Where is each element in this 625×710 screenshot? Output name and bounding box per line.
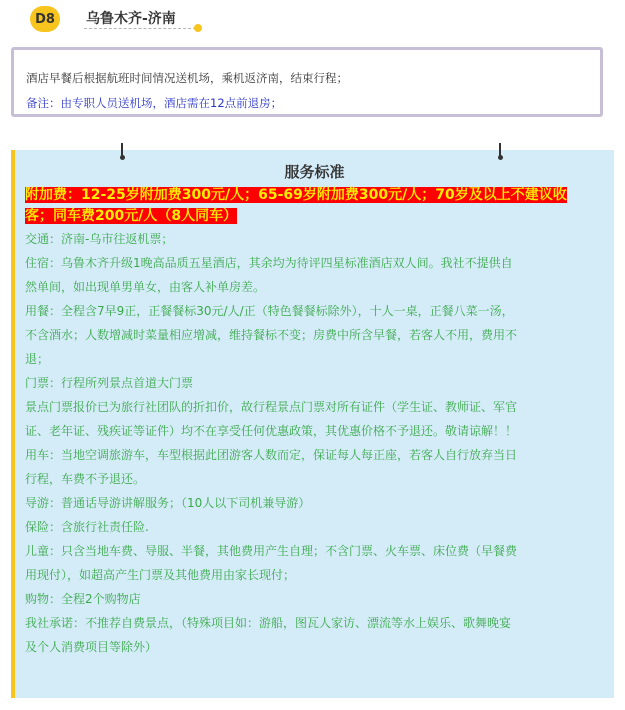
service-item-line: 用车：当地空调旅游车，车型根据此团游客人数而定，保证每人每正座，若客人自行放弃当日 — [25, 448, 518, 462]
itinerary-note: 备注：由专职人员送机场，酒店需在12点前退房； — [26, 96, 283, 110]
service-item-line: 行程，车费不予退还。 — [25, 472, 146, 486]
service-item-line: 及个人消费项目等除外） — [25, 640, 158, 654]
service-item — [25, 299, 604, 371]
service-item-line: 我社承诺：不推荐自费景点，（特殊项目如：游船，图瓦人家访、漂流等水上娱乐、歌舞晚宴 — [25, 616, 512, 630]
service-item-line: 交通：济南-乌市往返机票； — [25, 232, 174, 246]
day-badge: D8 — [30, 6, 60, 32]
surcharge-notice — [25, 185, 604, 227]
service-item-line: 用餐：全程含7早9正，正餐餐标30元/人/正（特色餐餐标除外），十人一桌，正餐八菜一汤， — [25, 304, 514, 318]
title-underline — [84, 28, 196, 29]
service-item — [25, 227, 604, 251]
service-item — [25, 611, 604, 659]
service-item-line: 住宿：乌鲁木齐升级1晚高品质五星酒店，其余均为待评四星标准酒店双人间。我社不提供自 — [25, 256, 513, 270]
service-item-line: 用现付），如超高产生门票及其他费用由家长现付； — [25, 568, 296, 582]
itinerary-main: 酒店早餐后根据航班时间情况送机场，乘机返济南，结束行程； — [26, 71, 348, 85]
service-item-line: 然单间，如出现单男单女，由客人补单房差。 — [25, 280, 266, 294]
service-standards-panel — [11, 150, 614, 698]
service-item-line: 儿童：只含当地车费、导服、半餐，其他费用产生自理；不含门票、火车票、床位费（早餐费 — [25, 544, 518, 558]
service-item — [25, 539, 604, 587]
itinerary-box — [11, 47, 603, 117]
service-item-line: 证、老年证、残疾证等证件）均不在享受任何优惠政策，其优惠价格不予退还。敬请谅解！！ — [25, 424, 518, 438]
service-item — [25, 587, 604, 611]
surcharge-line: 附加费：12-25岁附加费300元/人；65-69岁附加费300元/人；70岁及以上不建议收 — [25, 187, 567, 203]
service-item — [25, 443, 604, 491]
title-dot — [194, 24, 202, 32]
service-item — [25, 371, 604, 395]
service-item-line: 购物：全程2个购物店 — [25, 592, 141, 606]
surcharge-line: 客；同车费200元/人（8人同车） — [25, 208, 238, 224]
service-item — [25, 515, 604, 539]
service-item-line: 保险：含旅行社责任险. — [25, 520, 149, 534]
service-item-line: 不含酒水；人数增减时菜量相应增减，维持餐标不变；房费中所含早餐，若客人不用，费用不 — [25, 328, 518, 342]
connector-right-dot — [498, 155, 503, 160]
service-item-line: 门票：行程所列景点首道大门票 — [25, 376, 194, 390]
service-item-line: 退； — [25, 352, 50, 366]
connector-left-dot — [120, 155, 125, 160]
service-items — [25, 227, 604, 659]
day-title: 乌鲁木齐-济南 — [86, 11, 176, 27]
service-item-line: 导游：普通话导游讲解服务；（10人以下司机兼导游） — [25, 496, 311, 510]
service-item — [25, 491, 604, 515]
service-title: 服务标准 — [284, 163, 345, 181]
service-item-line: 景点门票报价已为旅行社团队的折扣价，故行程景点门票对所有证件（学生证、教师证、军官 — [25, 400, 518, 414]
service-item — [25, 251, 604, 299]
service-item — [25, 395, 604, 443]
